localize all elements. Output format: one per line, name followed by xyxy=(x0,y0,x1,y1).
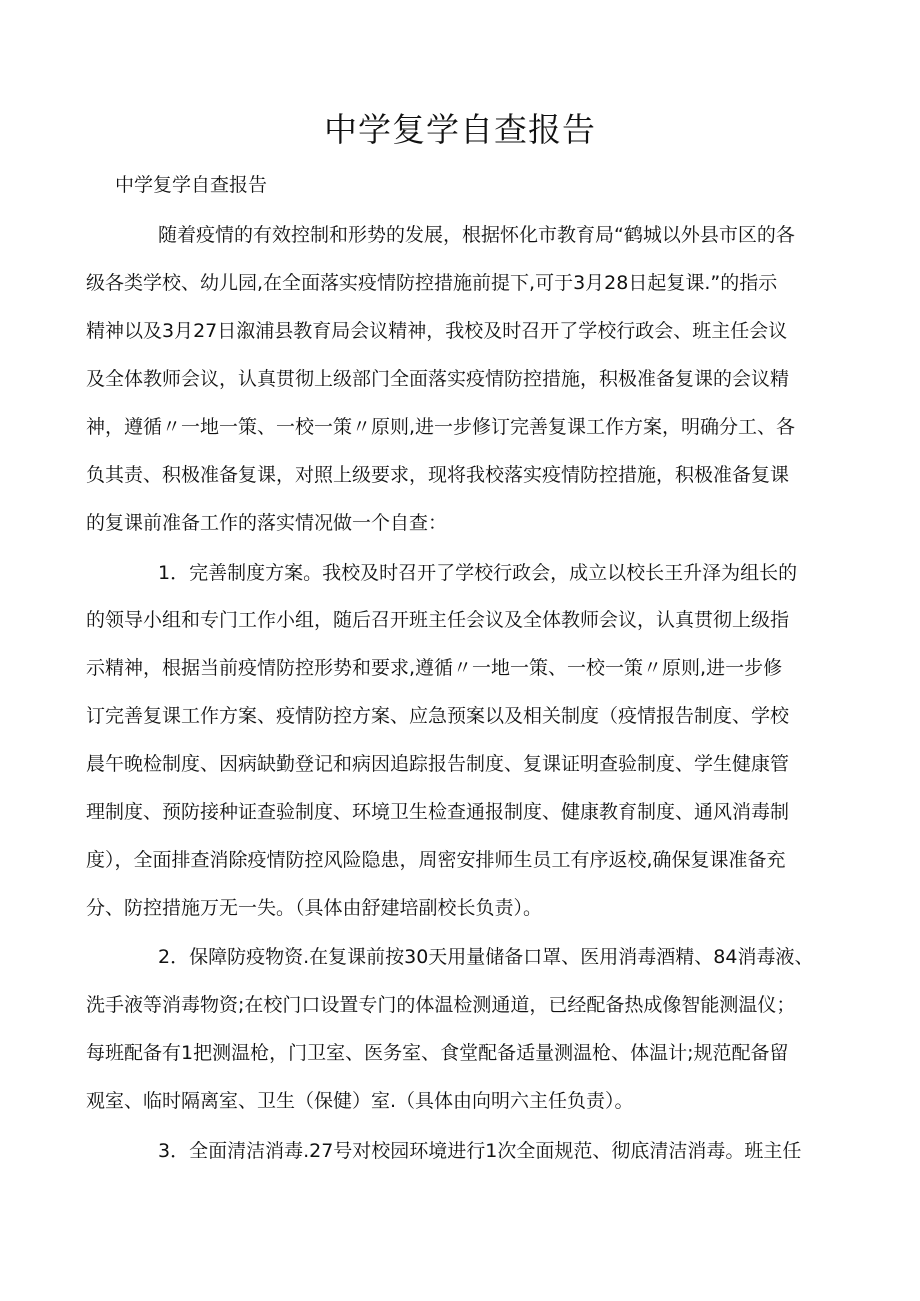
paragraph-line: 示精神，根据当前疫情防控形势和要求,遵循〃一地一策、一校一策〃原则,进一步修 xyxy=(86,657,783,679)
document-subtitle: 中学复学自查报告 xyxy=(115,174,268,196)
paragraph-line: 度），全面排查消除疫情防控风险隐患，周密安排师生员工有序返校,确保复课准备充 xyxy=(86,849,786,871)
paragraph-line: 洗手液等消毒物资;在校门口设置专门的体温检测通道，已经配备热成像智能测温仪； xyxy=(86,994,796,1016)
paragraph-line: 3．全面清洁消毒.27号对校园环境进行1次全面规范、彻底清洁消毒。班主任 xyxy=(158,1140,802,1162)
paragraph-line: 观室、临时隔离室、卫生（保健）室.（具体由向明六主任负责）。 xyxy=(86,1090,634,1112)
paragraph-line: 每班配备有1把测温枪，门卫室、医务室、食堂配备适量测温枪、体温计;规范配备留 xyxy=(86,1042,789,1064)
paragraph-line: 订完善复课工作方案、疫情防控方案、应急预案以及相关制度（疫情报告制度、学校 xyxy=(86,705,790,727)
paragraph-line: 负其责、积极准备复课，对照上级要求，现将我校落实疫情防控措施，积极准备复课 xyxy=(86,464,790,486)
paragraph-line: 分、防控措施万无一失。（具体由舒建培副校长负责）。 xyxy=(86,897,543,919)
paragraph-line: 的复课前准备工作的落实情况做一个自查： xyxy=(86,512,448,534)
paragraph-line: 1．完善制度方案。我校及时召开了学校行政会，成立以校长王升泽为组长的 xyxy=(158,562,798,584)
paragraph-line: 及全体教师会议，认真贯彻上级部门全面落实疫情防控措施，积极准备复课的会议精 xyxy=(86,368,790,390)
paragraph-line: 神，遵循〃一地一策、一校一策〃原则,进一步修订完善复课工作方案，明确分工、各 xyxy=(86,416,796,438)
paragraph-line: 理制度、预防接种证查验制度、环境卫生检查通报制度、健康教育制度、通风消毒制 xyxy=(86,801,790,823)
paragraph-line: 的领导小组和专门工作小组，随后召开班主任会议及全体教师会议，认真贯彻上级指 xyxy=(86,609,790,631)
paragraph-line: 级各类学校、幼儿园,在全面落实疫情防控措施前提下,可于3月28日起复课.”的指示 xyxy=(86,272,778,294)
paragraph-line: 精神以及3月27日溆浦县教育局会议精神，我校及时召开了学校行政会、班主任会议 xyxy=(86,320,788,342)
paragraph-line: 随着疫情的有效控制和形势的发展，根据怀化市教育局“鹤城以外县市区的各 xyxy=(158,224,795,246)
paragraph-line: 2．保障防疫物资.在复课前按30天用量储备口罩、医用消毒酒精、84消毒液、 xyxy=(158,946,814,968)
document-title: 中学复学自查报告 xyxy=(324,110,596,149)
paragraph-line: 晨午晚检制度、因病缺勤登记和病因追踪报告制度、复课证明查验制度、学生健康管 xyxy=(86,753,790,775)
